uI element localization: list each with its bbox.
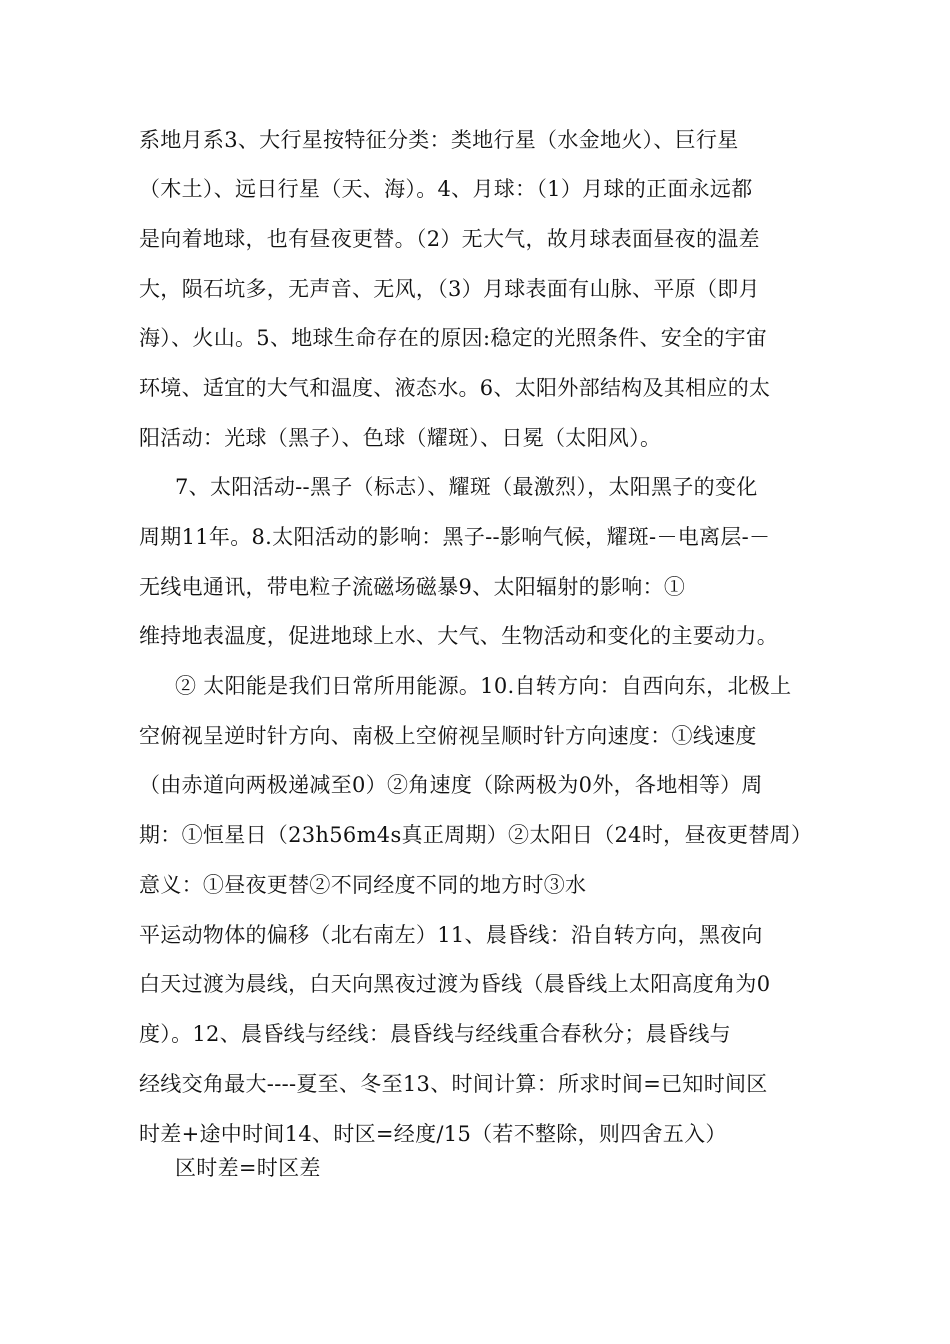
text-line: （由赤道向两极递减至0）②角速度（除两极为0外，各地相等）周 bbox=[139, 773, 763, 797]
text-line: （木土）、远日行星（天、海）。4、月球：（1）月球的正面永远都 bbox=[139, 177, 753, 201]
text-line: 时差+途中时间14、时区=经度/15（若不整除，则四舍五入） bbox=[139, 1122, 727, 1146]
text-line: 平运动物体的偏移（北右南左）11、晨昏线：沿自转方向，黑夜向 bbox=[139, 923, 763, 947]
text-line: 阳活动：光球（黑子）、色球（耀斑）、日冕（太阳风）。 bbox=[139, 426, 662, 450]
text-line: 白天过渡为晨线，白天向黑夜过渡为昏线（晨昏线上太阳高度角为0 bbox=[139, 972, 771, 996]
text-line: 大，陨石坑多，无声音、无风，（3）月球表面有山脉、平原（即月 bbox=[139, 277, 760, 301]
text-line: 空俯视呈逆时针方向、南极上空俯视呈顺时针方向速度：①线速度 bbox=[139, 724, 757, 748]
text-line: 经线交角最大----夏至、冬至13、时间计算：所求时间=已知时间区 bbox=[139, 1072, 768, 1096]
text-line: 度）。12、晨昏线与经线：晨昏线与经线重合春秋分；晨昏线与 bbox=[139, 1022, 731, 1046]
text-line: 期：①恒星日（23h56m4s真正周期）②太阳日（24时，昼夜更替周） bbox=[139, 823, 813, 847]
text-line: 周期11年。8.太阳活动的影响：黑子--影响气候，耀斑-－电离层-－ bbox=[139, 525, 771, 549]
text-line: ② 太阳能是我们日常所用能源。10.自转方向：自西向东，北极上 bbox=[175, 674, 792, 698]
text-line: 是向着地球，也有昼夜更替。（2）无大气，故月球表面昼夜的温差 bbox=[139, 227, 760, 251]
text-line: 意义：①昼夜更替②不同经度不同的地方时③水 bbox=[139, 873, 587, 897]
text-line: 环境、适宜的大气和温度、液态水。6、太阳外部结构及其相应的太 bbox=[139, 376, 771, 400]
text-line: 7、太阳活动--黑子（标志）、耀斑（最激烈），太阳黑子的变化 bbox=[175, 475, 758, 499]
text-line: 无线电通讯，带电粒子流磁场磁暴9、太阳辐射的影响：① bbox=[139, 575, 686, 599]
text-line: 系地月系3、大行星按特征分类：类地行星（水金地火）、巨行星 bbox=[139, 128, 739, 152]
text-line: 区时差=时区差 bbox=[175, 1156, 321, 1180]
text-line: 维持地表温度，促进地球上水、大气、生物活动和变化的主要动力。 bbox=[139, 624, 778, 648]
text-line: 海）、火山。5、地球生命存在的原因:稳定的光照条件、安全的宇宙 bbox=[139, 326, 768, 350]
